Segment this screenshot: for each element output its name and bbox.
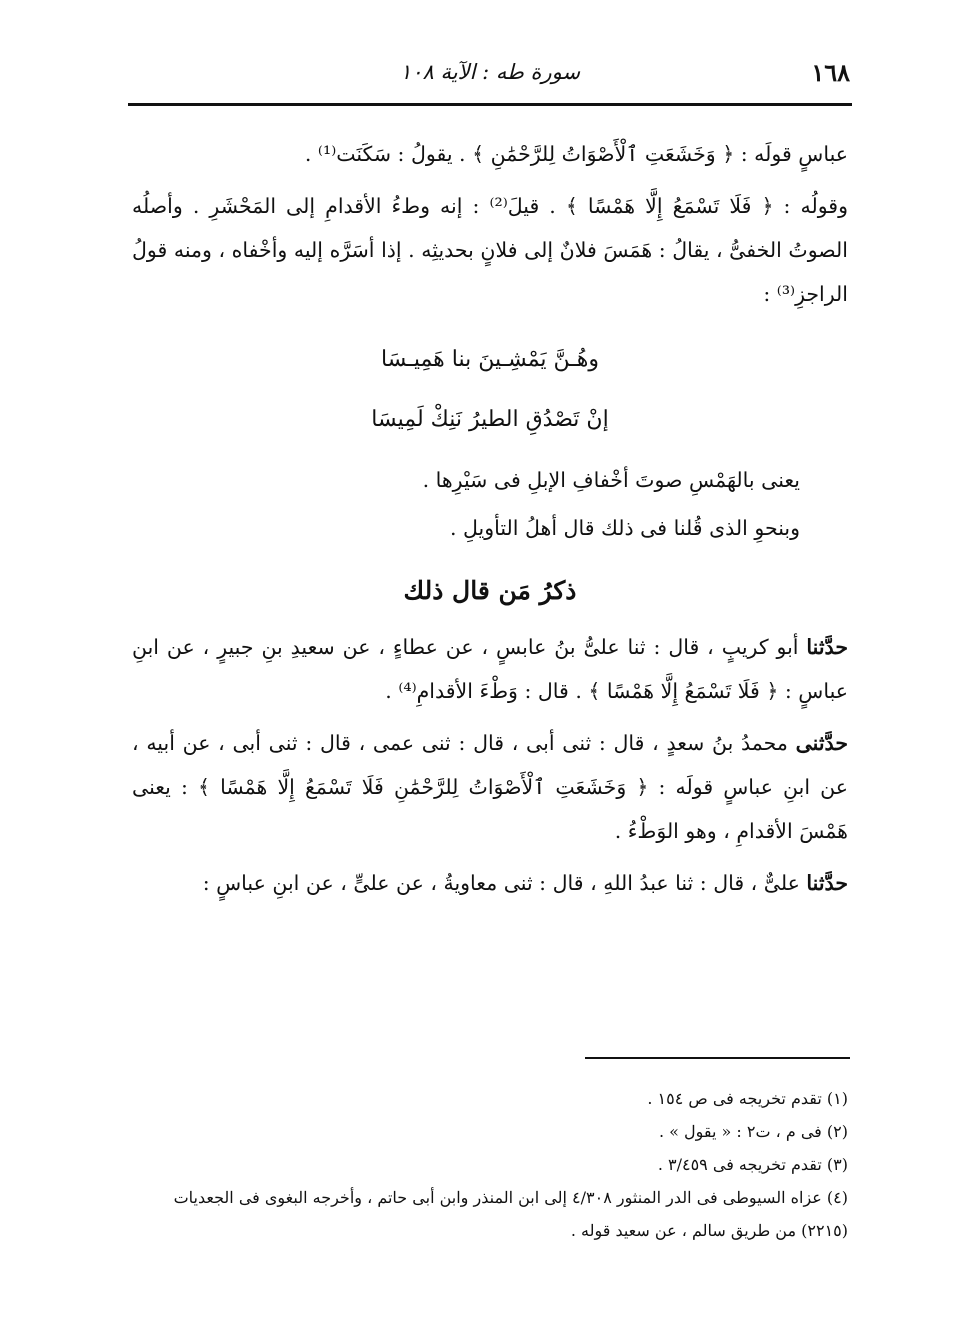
running-title: سورة طه : الآية ١٠٨ (400, 60, 581, 84)
paragraph-1: عباسٍ قولَه : ﴿ وَخَشَعَتِ ٱلْأَصْوَاتُ لِلرَّحْمَٰنِ ﴾ . يقولُ : سَكَنَت⁽¹⁾ . (304, 142, 848, 166)
hadith-1-text: أبو كريبٍ ، قال : ثنا علىُّ بنُ عابسٍ ، عن عطاءٍ ، عن سعيدِ بنِ جبيرٍ ، عن ابنِ عباسٍ : ﴿ فَلَا تَسْمَعُ إِلَّا هَمْسًا ﴾ . قال : وَطْءَ الأقدامِ⁽⁴⁾ . (132, 635, 848, 703)
footnote-2: (٢) فى م ، ت٢ : « يقول » . (658, 1122, 848, 1141)
main-text (132, 132, 848, 905)
footnote-rule (585, 1057, 850, 1059)
hadith-1 (132, 625, 848, 713)
hadith-2 (132, 721, 848, 853)
hadith-3-text: علىٌّ ، قال : ثنا عبدُ اللهِ ، قال : ثنى معاويةُ ، عن علىٍّ ، عن ابنِ عباسٍ : (202, 871, 807, 895)
verse-line-2: إنْ تَصْدُقِ الطيرُ نَنِكْ لَمِيسَا (371, 407, 609, 432)
hadith-2-text: محمدُ بنُ سعدٍ ، قال : ثنى أبى ، قال : ثنى عمى ، قال : ثنى أبى ، عن أبيه ، عن ابنِ عباسٍ قولَه : ﴿ وَخَشَعَتِ ٱلْأَصْوَاتُ لِلرَّحْمَٰنِ فَلَا تَسْمَعُ إِلَّا هَمْسًا ﴾ : يعنى هَمْسَ الأقدامِ ، وهو الوَطْءُ . (132, 731, 848, 843)
verse-line-1: وهُـنَّ يَمْشِـينَ بنا هَمِيـسَا (381, 347, 599, 372)
footnotes (132, 1082, 848, 1247)
footnote-3: (٣) تقدم تخريجه فى ٣/٤٥٩ . (657, 1155, 848, 1174)
hadith-3-lead: حدَّثنا (806, 871, 848, 895)
section-heading: ذكرُ مَن قال ذلك (403, 576, 577, 605)
hadith-1-lead: حدَّثنا (806, 635, 848, 659)
page-number: ١٦٨ (811, 57, 850, 87)
paragraph-4: وبنحوِ الذى قُلنا فى ذلك قال أهلُ التأويلِ . (449, 516, 800, 540)
paragraph-2: وقولُه : ﴿ فَلَا تَسْمَعُ إِلَّا هَمْسًا ﴾ . قيلَ⁽²⁾ : إنه وطءُ الأقدامِ إلى المَحْشَرِ . وأصلُه الصوتُ الخفىُّ ، يقالُ : هَمَسَ فلانٌ إلى فلانٍ بحديثِه . إذا أسَرَّه إليه وأخْفاه ، ومنه قولُ الراجزِ⁽³⁾ : (132, 194, 848, 306)
paragraph-3: يعنى بالهَمْسِ صوتَ أخْفافِ الإبلِ فى سَيْرِها . (422, 468, 800, 492)
hadith-2-lead: حدَّثنى (795, 731, 848, 755)
footnote-1: (١) تقدم تخريجه فى ص ١٥٤ . (647, 1089, 848, 1108)
hadith-3 (132, 861, 848, 905)
page-header (130, 52, 850, 92)
header-rule (128, 103, 852, 106)
footnote-4: (٤) عزاه السيوطى فى الدر المنثور ٤/٣٠٨ إلى ابن المنذر وابن أبى حاتم ، وأخرجه البغوى فى الجعديات (٢٢١٥) من طريق سالم ، عن سعيد قوله . (173, 1188, 848, 1240)
